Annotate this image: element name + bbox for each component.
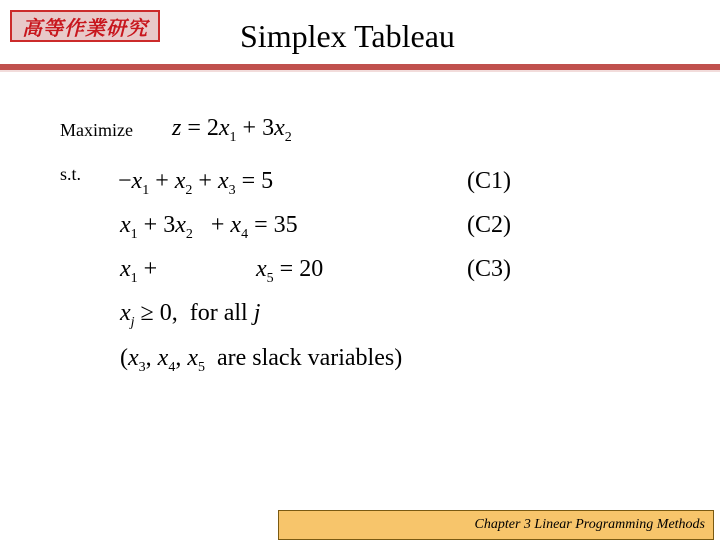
constraint-c3: $x_1$ +: [120, 256, 158, 286]
nonneg-text: for all: [189, 300, 248, 326]
slack-note: ($x_3$, $x_4$, $x_5$ are slack variables): [120, 345, 403, 375]
course-badge: 高等作業研究: [10, 10, 160, 42]
chapter-footer: [278, 510, 714, 540]
constraint-c3-label: (C3): [467, 256, 511, 282]
chapter-footer-text: Chapter 3 Linear Programming Methods: [474, 517, 705, 532]
constraint-c1-label: (C1): [467, 168, 511, 194]
constraint-c3-rhs: $x_5 = 20$: [256, 256, 324, 286]
slide-title: Simplex Tableau: [240, 18, 455, 54]
constraint-c2-label: (C2): [467, 212, 511, 238]
slack-note-text: are slack variables): [216, 345, 403, 371]
maximize-label: Maximize: [60, 120, 133, 140]
nonnegativity-constraint: $x_j \ge 0$, for all j: [120, 300, 261, 330]
constraint-c1: $-x_1 + x_2 + x_3 = 5$: [118, 168, 274, 198]
objective-function: $z = 2x_1 + 3x_2$: [172, 115, 292, 145]
st-label: s.t.: [60, 164, 82, 184]
title-divider: [0, 64, 720, 70]
constraint-c2: $x_1 + 3x_2 + x_4 = 35$: [120, 212, 298, 242]
